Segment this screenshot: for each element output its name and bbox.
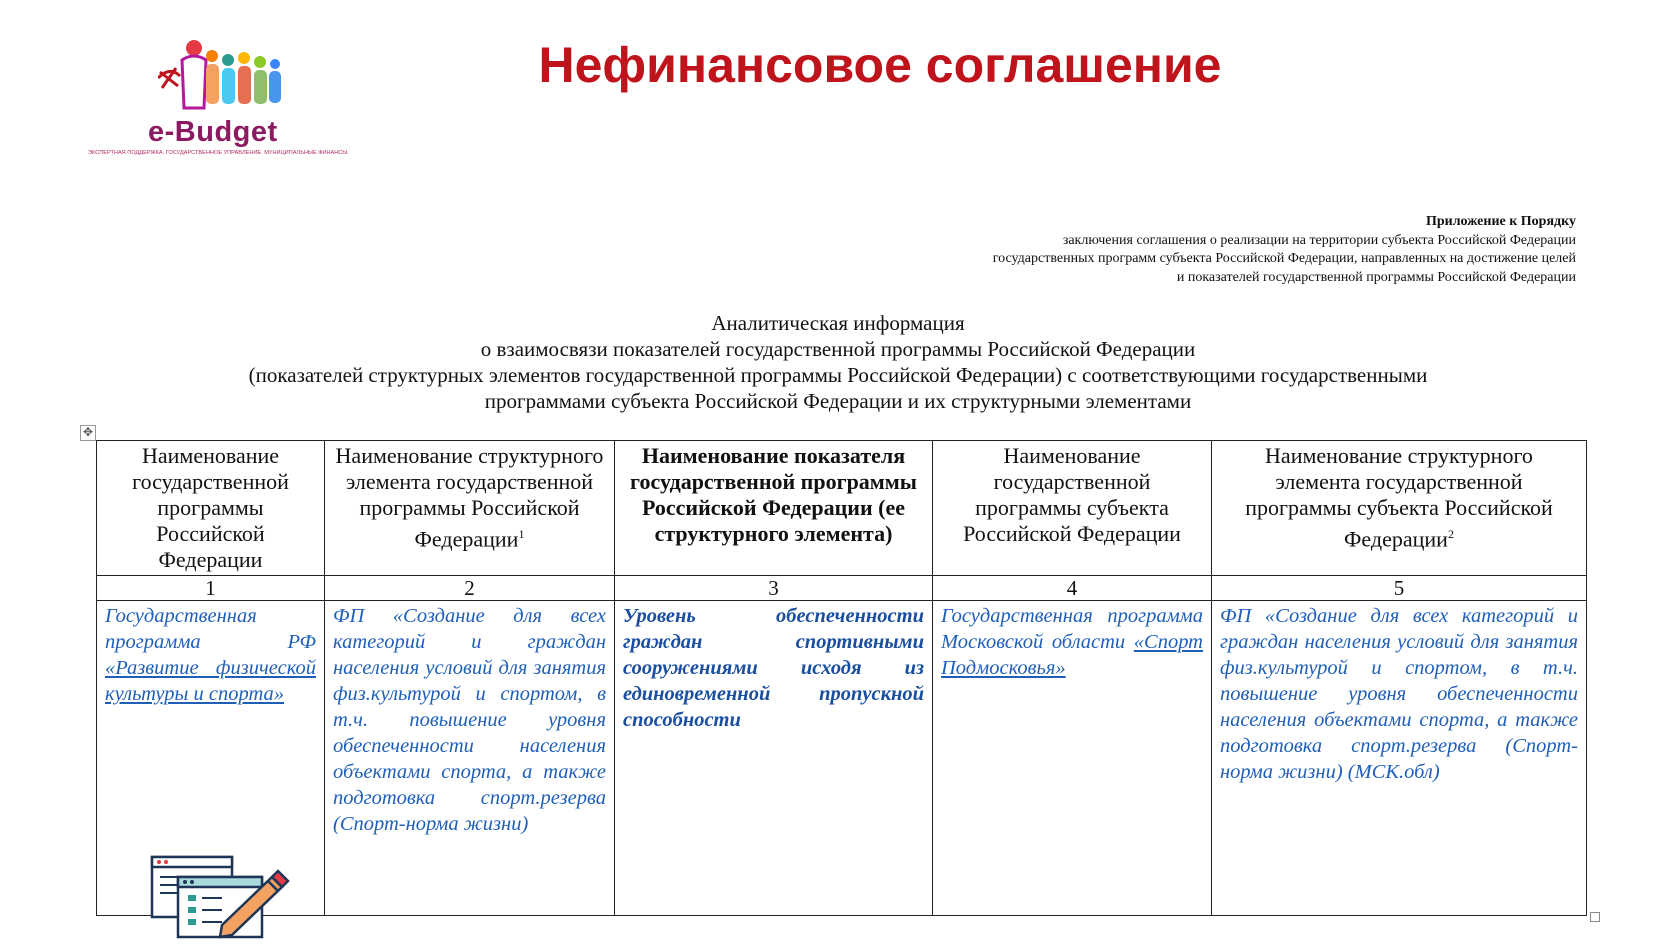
logo-text: e-Budget <box>148 116 278 148</box>
document-title <box>88 310 1588 414</box>
header-cell: Наименование государственной программы Российской Федерации <box>97 441 325 576</box>
document-title-line: о взаимосвязи показателей государственной программы Российской Федерации <box>480 337 1196 361</box>
document-title-line: (показателей структурных элементов государственной программы Российской Федерации) с соответствующими государственными <box>248 363 1428 387</box>
column-number: 2 <box>325 576 615 601</box>
logo-figures-icon <box>158 38 288 118</box>
cell-federal-program: Государственная программа РФ «Развитие физической культуры и спорта» <box>97 601 325 916</box>
footnote-mark: 1 <box>518 527 525 541</box>
table-header-row <box>97 441 1587 576</box>
column-number: 5 <box>1212 576 1587 601</box>
appendix-line: государственных программ субъекта Российской Федерации, направленных на достижение целей <box>992 251 1576 266</box>
header-cell: Наименование показателя государственной программы Российской Федерации (ее структурного элемента) <box>615 441 933 576</box>
table-resize-icon[interactable] <box>1590 912 1600 922</box>
cell-regional-element: ФП «Создание для всех категорий и граждан населения условий для занятия физ.культурой и спортом, в т.ч. повышение уровня обеспеченности населения объектами спорта, а также подготовка спорт.резерва (Спорт-норма жизни) (МСК.обл) <box>1212 601 1587 916</box>
document-edit-icon <box>150 855 290 940</box>
analytic-table <box>96 440 1587 916</box>
column-number: 1 <box>97 576 325 601</box>
document-title-line: Аналитическая информация <box>711 311 965 335</box>
header-cell: Наименование государственной программы субъекта Российской Федерации <box>933 441 1212 576</box>
footnote-mark: 2 <box>1447 527 1454 541</box>
logo <box>88 38 378 168</box>
regional-program-link[interactable]: «Спорт Подмосковья» <box>941 631 1203 679</box>
header-cell: Наименование структурного элемента государственной программы Российской Федерации$^1$ <box>325 441 615 576</box>
document-title-line: программами субъекта Российской Федерации и их структурными элементами <box>484 389 1192 413</box>
cell-federal-element: ФП «Создание для всех категорий и граждан населения условий для занятия физ.культурой и спортом, в т.ч. повышение уровня обеспеченности населения объектами спорта, а также подготовка спорт.резерва (Спорт-норма жизни) <box>325 601 615 916</box>
appendix-line: и показателей государственной программы Российской Федерации <box>1176 269 1576 285</box>
appendix-note <box>993 213 1576 287</box>
cell-regional-program: Государственная программа Московской области «Спорт Подмосковья» <box>933 601 1212 916</box>
logo-tagline: ЭКСПЕРТНАЯ ПОДДЕРЖКА. ГОСУДАРСТВЕННОЕ УПРАВЛЕНИЕ. МУНИЦИПАЛЬНЫЕ ФИНАНСЫ. <box>88 150 349 156</box>
column-number: 4 <box>933 576 1212 601</box>
slide-title: Нефинансовое соглашение <box>538 37 1222 93</box>
table-number-row <box>97 576 1587 601</box>
header-cell: Наименование структурного элемента государственной программы субъекта Российской Федерации$^2$ <box>1212 441 1587 576</box>
table-row <box>97 601 1587 916</box>
appendix-line: заключения соглашения о реализации на территории субъекта Российской Федерации <box>1062 232 1576 248</box>
appendix-heading: Приложение к Порядку <box>1425 214 1576 229</box>
table-move-icon[interactable]: ✥ <box>80 425 96 441</box>
federal-program-link[interactable]: «Развитие физической культуры и спорта» <box>105 657 316 705</box>
column-number: 3 <box>615 576 933 601</box>
cell-indicator: Уровень обеспеченности граждан спортивными сооружениями исходя из единовременной пропускной способности <box>615 601 933 916</box>
